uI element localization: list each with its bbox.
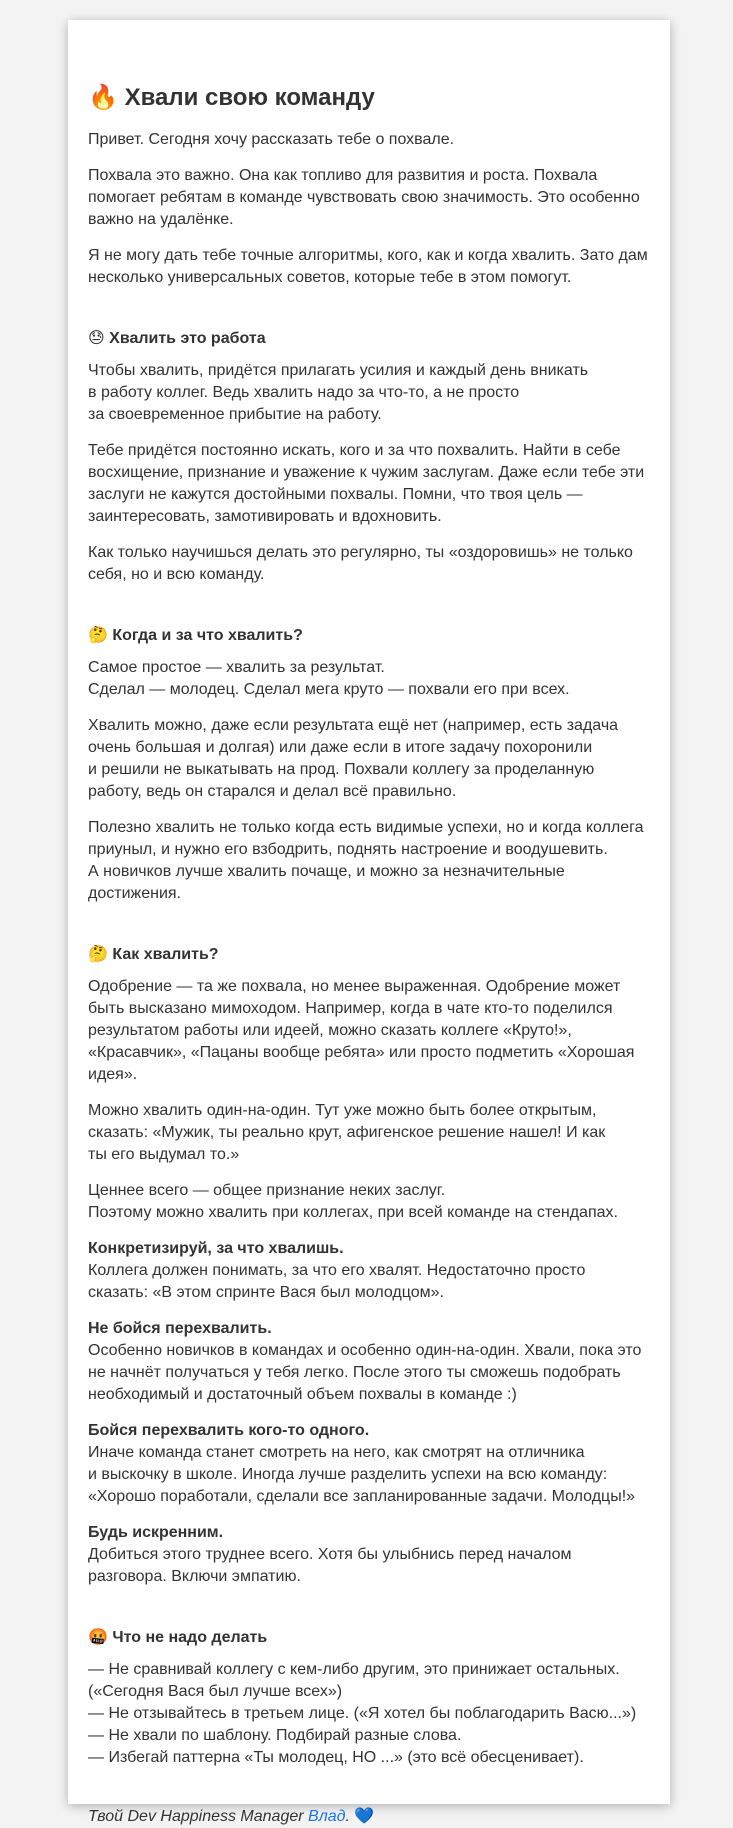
text-line: приуныл, и нужно его взбодрить, поднять настроение и воодушевить. bbox=[88, 841, 608, 859]
text-line: важно на удалёнке. bbox=[88, 211, 234, 229]
section-paragraph bbox=[88, 715, 650, 803]
list-item: — Избегай паттерна «Ты молодец, НО ...» (это всё обесценивает). bbox=[88, 1749, 584, 1767]
section-heading-text: Что не надо делать bbox=[112, 1629, 268, 1647]
section-paragraph bbox=[88, 657, 650, 701]
section-heading-when bbox=[88, 624, 650, 647]
section-heading-text: Хвалить это работа bbox=[109, 330, 266, 348]
intro-paragraph bbox=[88, 245, 650, 289]
fire-icon: 🔥 bbox=[88, 83, 118, 111]
section-heading-dont bbox=[88, 1626, 650, 1649]
list-item: — Не хвали по шаблону. Подбирай разные слова. bbox=[88, 1727, 462, 1745]
section-paragraph bbox=[88, 976, 650, 1086]
text-line: разговора. Включи эмпатию. bbox=[88, 1568, 301, 1586]
text-line: Можно хвалить один-на-один. Тут уже можно быть более открытым, bbox=[88, 1102, 597, 1120]
text-line: заслуги не кажутся достойными похвалы. Помни, что твоя цель — bbox=[88, 486, 583, 504]
text-line: идея». bbox=[88, 1066, 138, 1084]
text-line: восхищение, признание и уважение к чужим заслугам. Даже если тебе эти bbox=[88, 464, 645, 482]
thinking-face-icon: 🤔 bbox=[88, 944, 108, 964]
signature-suffix: . bbox=[345, 1808, 350, 1826]
text-line: Иначе команда станет смотреть на него, как смотрят на отличника bbox=[88, 1444, 585, 1462]
section-paragraph bbox=[88, 542, 650, 586]
section-paragraph bbox=[88, 1100, 650, 1166]
text-line: необходимый и достаточный объем похвалы в команде :) bbox=[88, 1386, 517, 1404]
signature bbox=[88, 1805, 650, 1828]
tip-title: Бойся перехвалить кого-то одного. bbox=[88, 1422, 370, 1440]
intro-paragraph bbox=[88, 165, 650, 231]
text-line: Чтобы хвалить, придётся прилагать усилия и каждый день вникать bbox=[88, 362, 589, 380]
blue-heart-icon: 💙 bbox=[354, 1806, 375, 1826]
section-paragraph bbox=[88, 440, 650, 528]
signature-prefix: Твой Dev Happiness Manager bbox=[88, 1808, 304, 1826]
text-line: Самое простое — хвалить за результат. bbox=[88, 659, 385, 677]
text-line: «Хорошо поработали, сделали все запланированные задачи. Молодцы!» bbox=[88, 1488, 636, 1506]
text-line: сказать: «В этом спринте Вася был молодцом». bbox=[88, 1284, 444, 1302]
list-item: («Сегодня Вася был лучше всех») bbox=[88, 1683, 343, 1701]
text-line: Особенно новичков в командах и особенно один-на-один. Хвали, пока это bbox=[88, 1342, 642, 1360]
section-heading-how bbox=[88, 943, 650, 966]
text-line: Как только научишься делать это регулярно, ты «оздоровишь» не только bbox=[88, 544, 633, 562]
text-line: ты его выдумал то.» bbox=[88, 1146, 240, 1164]
thinking-face-icon: 🤔 bbox=[88, 625, 108, 645]
tired-face-icon: 😓 bbox=[88, 328, 105, 348]
tip-title: Будь искренним. bbox=[88, 1524, 224, 1542]
text-line: А новичков лучше хвалить почаще, и можно за незначительные bbox=[88, 863, 565, 881]
tip-title: Конкретизируй, за что хвалишь. bbox=[88, 1240, 344, 1258]
tip-paragraph bbox=[88, 1420, 650, 1508]
letter-card bbox=[68, 20, 670, 1826]
angry-face-icon: 🤬 bbox=[88, 1627, 108, 1647]
section-heading-text: Когда и за что хвалить? bbox=[112, 627, 303, 645]
text-line: Сделал — молодец. Сделал мега круто — похвали его при всех. bbox=[88, 681, 570, 699]
tip-paragraph bbox=[88, 1522, 650, 1588]
text-line: Привет. Сегодня хочу рассказать тебе о похвале. bbox=[88, 131, 455, 149]
tip-paragraph bbox=[88, 1238, 650, 1304]
text-line: за своевременное прибытие на работу. bbox=[88, 406, 382, 424]
text-line: несколько универсальных советов, которые тебе в этом помогут. bbox=[88, 269, 572, 287]
text-line: в работу коллег. Ведь хвалить надо за что-то, а не просто bbox=[88, 384, 520, 402]
text-line: Я не могу дать тебе точные алгоритмы, кого, как и когда хвалить. Зато дам bbox=[88, 247, 648, 265]
text-line: заинтересовать, замотивировать и вдохновить. bbox=[88, 508, 442, 526]
text-line: быть высказано мимоходом. Например, когда в чате кто-то поделился bbox=[88, 1000, 613, 1018]
text-line: «Красавчик», «Пацаны вообще ребята» или просто подметить «Хорошая bbox=[88, 1044, 635, 1062]
section-heading-text: Как хвалить? bbox=[112, 946, 219, 964]
tip-title: Не бойся перехвалить. bbox=[88, 1320, 272, 1338]
dont-list bbox=[88, 1659, 650, 1769]
text-line: Одобрение — та же похвала, но менее выраженная. Одобрение может bbox=[88, 978, 621, 996]
text-line: и решили не выкатывать на прод. Похвали коллегу за проделанную bbox=[88, 761, 595, 779]
section-paragraph bbox=[88, 817, 650, 905]
intro bbox=[88, 129, 650, 289]
text-line: Коллега должен понимать, за что его хвалят. Недостаточно просто bbox=[88, 1262, 586, 1280]
page-title-text: Хвали свою команду bbox=[124, 84, 375, 111]
text-line: Хвалить можно, даже если результата ещё нет (например, есть задача bbox=[88, 717, 619, 735]
text-line: достижения. bbox=[88, 885, 181, 903]
section-paragraph bbox=[88, 360, 650, 426]
tip-paragraph bbox=[88, 1318, 650, 1406]
text-line: Добиться этого труднее всего. Хотя бы улыбнись перед началом bbox=[88, 1546, 572, 1564]
section-heading-work bbox=[88, 327, 650, 350]
text-line: помогает ребятам в команде чувствовать свою значимость. Это особенно bbox=[88, 189, 640, 207]
text-line: Ценнее всего — общее признание неких заслуг. bbox=[88, 1182, 446, 1200]
list-item: — Не сравнивай коллегу с кем-либо другим, это принижает остальных. bbox=[88, 1661, 620, 1679]
intro-paragraph bbox=[88, 129, 650, 151]
text-line: работу, ведь он старался и делал всё правильно. bbox=[88, 783, 457, 801]
text-line: результатом работы или идеей, можно сказать коллеге «Круто!», bbox=[88, 1022, 572, 1040]
page-title bbox=[88, 84, 650, 111]
text-line: себя, но и всю команду. bbox=[88, 566, 265, 584]
section-paragraph bbox=[88, 1180, 650, 1224]
list-item: — Не отзывайтесь в третьем лице. («Я хотел бы поблагодарить Васю...») bbox=[88, 1705, 637, 1723]
text-line: не начнёт получаться у тебя легко. После этого ты сможешь подобрать bbox=[88, 1364, 621, 1382]
author-link[interactable]: Влад bbox=[308, 1808, 346, 1826]
text-line: Похвала это важно. Она как топливо для развития и роста. Похвала bbox=[88, 167, 598, 185]
text-line: Поэтому можно хвалить при коллегах, при всей команде на стендапах. bbox=[88, 1204, 618, 1222]
text-line: Тебе придётся постоянно искать, кого и за что похвалить. Найти в себе bbox=[88, 442, 621, 460]
text-line: Полезно хвалить не только когда есть видимые успехи, но и когда коллега bbox=[88, 819, 644, 837]
text-line: и выскочку в школе. Иногда лучше разделить успехи на всю команду: bbox=[88, 1466, 608, 1484]
text-line: сказать: «Мужик, ты реально крут, афигенское решение нашел! И как bbox=[88, 1124, 606, 1142]
text-line: очень большая и долгая) или даже если в итоге задачу похоронили bbox=[88, 739, 593, 757]
